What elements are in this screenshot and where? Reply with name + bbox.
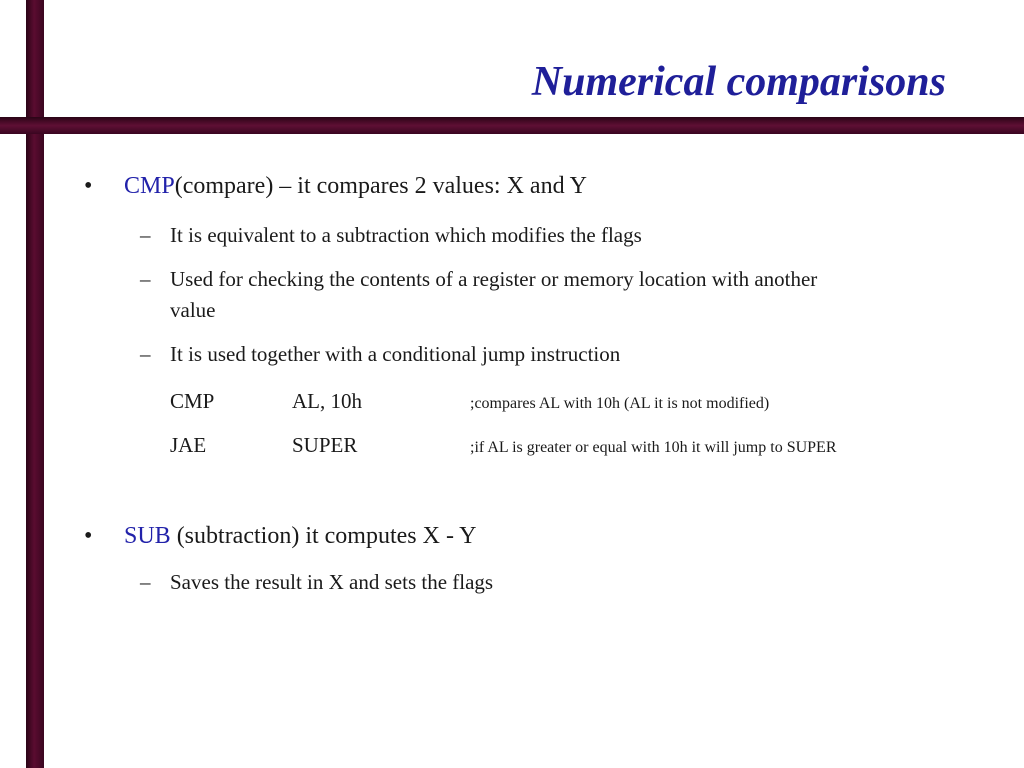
subitem-equivalent	[140, 223, 642, 248]
subitem-text: Used for checking the contents of a register or memory location with another	[170, 267, 818, 291]
code-comment: ;compares AL with 10h (AL it is not modified)	[470, 395, 770, 412]
code-opcode: CMP	[170, 389, 215, 413]
bullet-marker: •	[84, 523, 93, 549]
subitem-saves-result	[140, 570, 493, 595]
bullet-sub	[84, 523, 476, 550]
subitem-checking-continuation: value	[170, 298, 216, 322]
code-opcode: JAE	[170, 433, 207, 457]
dash-marker: –	[140, 223, 151, 247]
bullet-text: (subtraction) it computes X - Y	[170, 523, 477, 549]
subitem-checking	[140, 267, 817, 292]
keyword-cmp: CMP	[124, 173, 175, 199]
bullet-marker: •	[84, 173, 93, 199]
dash-marker: –	[140, 267, 151, 291]
horizontal-accent-bar	[0, 117, 1024, 134]
dash-marker: –	[140, 570, 151, 594]
vertical-accent-bar	[26, 0, 44, 768]
subitem-text: It is used together with a conditional jump instruction	[170, 342, 621, 366]
subitem-text: It is equivalent to a subtraction which modifies the flags	[170, 223, 642, 247]
slide-title: Numerical comparisons	[531, 59, 946, 105]
code-operands: SUPER	[292, 433, 358, 457]
subitem-conditional-jump	[140, 342, 620, 367]
code-comment: ;if AL is greater or equal with 10h it will jump to SUPER	[470, 439, 837, 456]
dash-marker: –	[140, 342, 151, 366]
subitem-text: Saves the result in X and sets the flags	[170, 570, 494, 594]
keyword-sub: SUB	[124, 523, 171, 549]
code-operands: AL, 10h	[292, 389, 362, 413]
bullet-cmp	[84, 173, 587, 200]
bullet-text: (compare) – it compares 2 values: X and Y	[174, 173, 588, 199]
